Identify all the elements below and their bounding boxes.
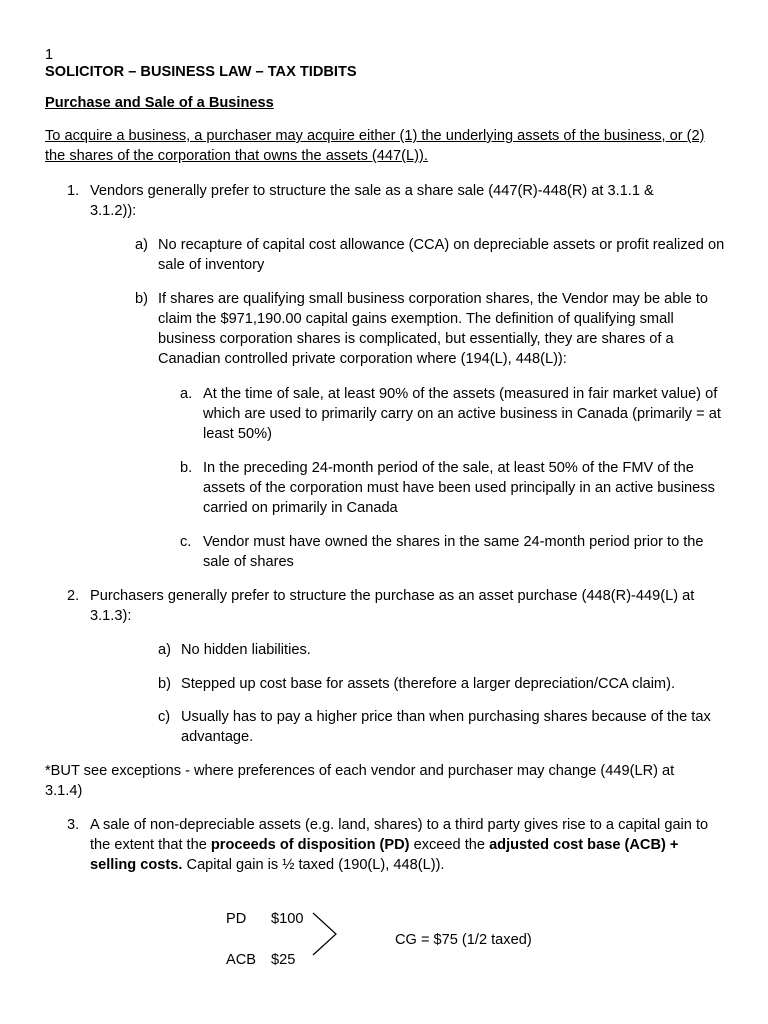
point-2-text: Purchasers generally prefer to structure the purchase as an asset purchase (448(R)-449(L) at 3.1.3): (90, 588, 695, 624)
point-1-subitem-b-text: In the preceding 24-month period of the sale, at least 50% of the FMV of the assets of the corporation must have been used principally in an active business carried on primarily in Canada (203, 460, 715, 516)
exceptions-note: *BUT see exceptions - where preferences of each vendor and purchaser may change (449(LR) at 3.1.4) (45, 763, 675, 799)
point-1-subitem-a-marker: a. (180, 386, 193, 402)
point-2-item-b-text: Stepped up cost base for assets (therefore a larger depreciation/CCA claim). (181, 676, 676, 692)
point-1-subitem-a-text: At the time of sale, at least 90% of the assets (measured in fair market value) of which are used to primarily carry on an active business in Canada (primarily = at least 50%) (203, 386, 721, 442)
calc-pd-value: $100 (271, 911, 304, 927)
point-2-item-a-text: No hidden liabilities. (181, 642, 311, 658)
point-1-subitem-b-marker: b. (180, 460, 193, 476)
point-3-number: 3. (67, 817, 80, 833)
point-3-paragraph (90, 815, 725, 875)
point-3-bold-acb: adjusted cost base (ACB) + selling costs. (90, 837, 679, 873)
document-header: SOLICITOR – BUSINESS LAW – TAX TIDBITS (45, 64, 357, 80)
page-number: 1 (45, 47, 54, 63)
point-3-text-c: Capital gain is ½ taxed (190(L), 448(L)). (182, 857, 445, 873)
point-2-number: 2. (67, 588, 80, 604)
point-3-text-a: A sale of non-depreciable assets (e.g. land, shares) to a third party gives rise to a capital gain to the extent that the (90, 817, 709, 853)
point-1-item-a-text: No recapture of capital cost allowance (CCA) on depreciable assets or profit realized on sale of inventory (158, 237, 725, 273)
calc-acb-label: ACB (226, 952, 257, 968)
point-1-subitem-c-text: Vendor must have owned the shares in the same 24-month period prior to the sale of shares (203, 534, 704, 570)
point-1-item-b-text: If shares are qualifying small business corporation shares, the Vendor may be able to claim the $971,190.00 capital gains exemption. The definition of qualifying small business corporation shares is complicated, but essentially, they are shares of a Canadian controlled private corporation where (194(L), 448(L)): (158, 291, 709, 367)
point-2-item-a-marker: a) (158, 642, 171, 658)
bracket-arrow-icon (310, 910, 340, 958)
calc-acb-value: $25 (271, 952, 296, 968)
point-1-item-a-marker: a) (135, 237, 148, 253)
calc-pd-label: PD (226, 911, 247, 927)
section-title (45, 93, 728, 113)
point-2-item-c-marker: c) (158, 709, 171, 725)
intro-text: To acquire a business, a purchaser may acquire either (1) the underlying assets of the business, or (2) the shares of the corporation that owns the assets (447(L)). (45, 128, 705, 164)
point-1-number: 1. (67, 183, 80, 199)
calc-result: CG = $75 (1/2 taxed) (395, 932, 532, 948)
intro-paragraph (45, 126, 718, 166)
point-3-text-b: exceed the (409, 837, 490, 853)
point-1-subitem-c-marker: c. (180, 534, 192, 550)
point-1-item-b-marker: b) (135, 291, 148, 307)
point-2-item-b-marker: b) (158, 676, 171, 692)
point-1-text: Vendors generally prefer to structure the sale as a share sale (447(R)-448(R) at 3.1.1 & 3.1.2)): (90, 183, 654, 219)
section-title-text: Purchase and Sale of a Business (45, 95, 274, 111)
point-2-item-c-text: Usually has to pay a higher price than when purchasing shares because of the tax advantage. (181, 709, 711, 745)
point-3-bold-pd: proceeds of disposition (PD) (210, 837, 410, 853)
